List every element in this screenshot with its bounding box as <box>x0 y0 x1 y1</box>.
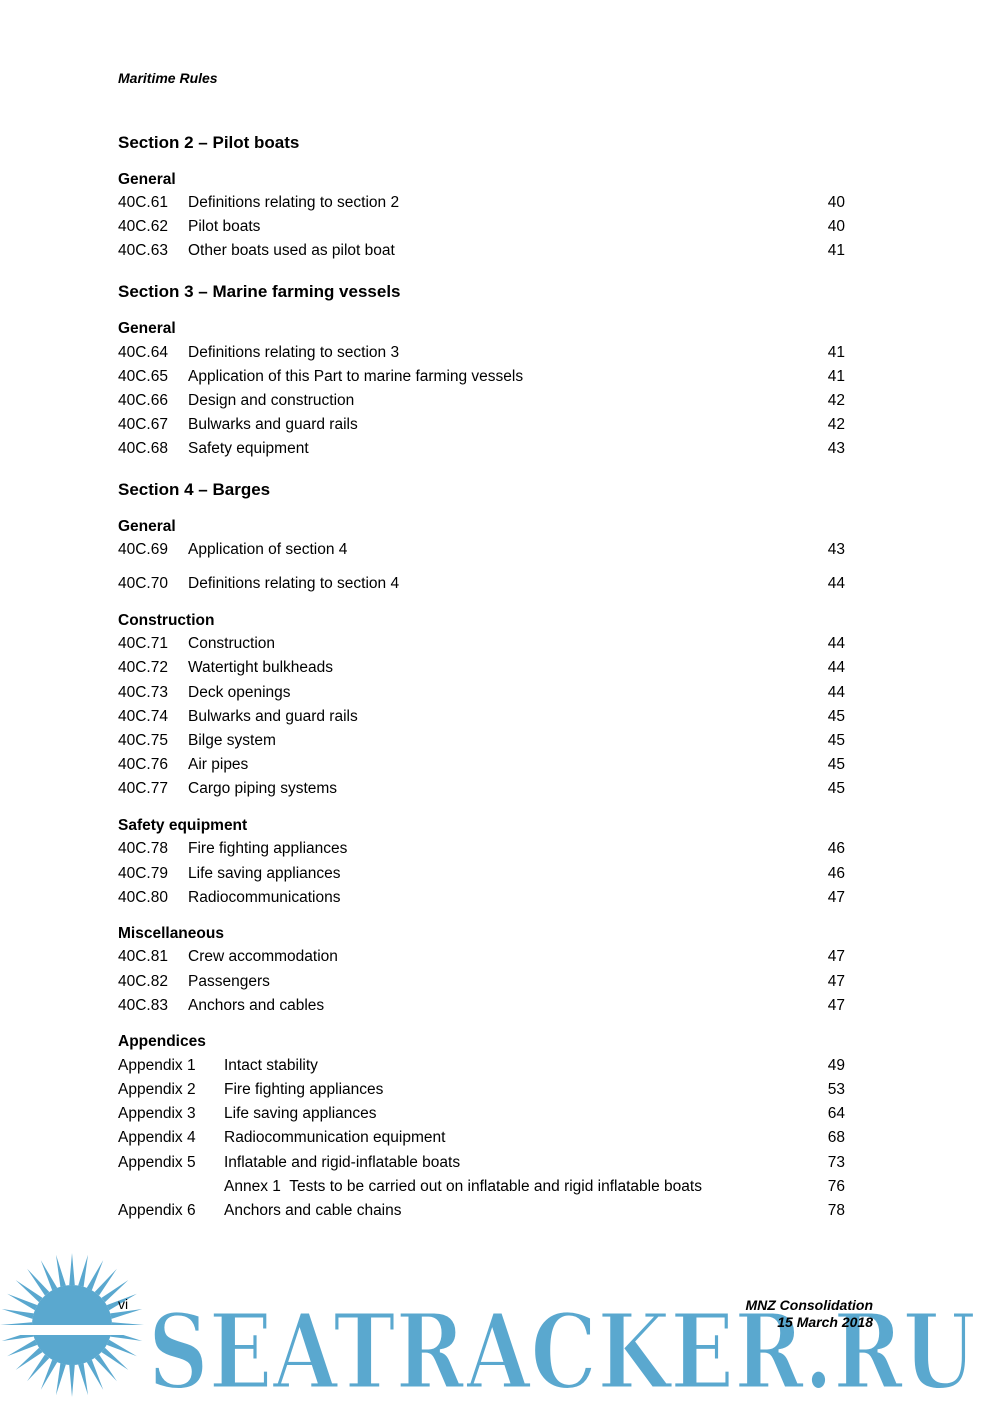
toc-entry-number: 40C.80 <box>118 889 168 906</box>
toc-entry-title: Definitions relating to section 3 <box>188 344 400 361</box>
toc-entry[interactable] <box>118 439 845 459</box>
appendix-entry[interactable] <box>118 1056 845 1076</box>
appendix-page: 64 <box>827 1105 845 1122</box>
toc-entry[interactable] <box>118 634 845 654</box>
sun-ray <box>69 1365 75 1397</box>
appendix-number: Appendix 2 <box>118 1081 196 1098</box>
toc-entry-number: 40C.69 <box>118 541 168 558</box>
appendix-page: 68 <box>827 1129 845 1146</box>
consolidation-date: 15 March 2018 <box>777 1314 873 1330</box>
toc-entry[interactable] <box>118 540 845 560</box>
appendix-number: Appendix 1 <box>118 1057 196 1074</box>
sun-ray <box>78 1255 88 1287</box>
toc-entry-number: 40C.76 <box>118 756 168 773</box>
section-2-heading: Section 2 – Pilot boats <box>118 133 300 152</box>
toc-entry-number: 40C.79 <box>118 865 168 882</box>
toc-entry[interactable] <box>118 391 845 411</box>
toc-entry[interactable] <box>118 367 845 387</box>
toc-entry-title: Definitions relating to section 2 <box>188 194 400 211</box>
toc-entry-number: 40C.64 <box>118 344 168 361</box>
toc-entry-title: Application of this Part to marine farming vessels <box>188 368 524 385</box>
appendix-title: Anchors and cable chains <box>224 1202 402 1219</box>
toc-entry[interactable] <box>118 193 845 213</box>
toc-entry-title: Passengers <box>188 973 270 990</box>
toc-entry-page: 45 <box>827 708 845 725</box>
appendix-entry[interactable] <box>118 1080 845 1100</box>
sun-ray <box>56 1363 66 1395</box>
sun-ray <box>2 1309 34 1319</box>
toc-entry[interactable] <box>118 996 845 1016</box>
toc-entry[interactable] <box>118 779 845 799</box>
toc-entry-number: 40C.68 <box>118 440 168 457</box>
toc-entry-page: 45 <box>827 780 845 797</box>
toc-entry[interactable] <box>118 864 845 884</box>
toc-entry-page: 40 <box>827 218 845 235</box>
toc-entry[interactable] <box>118 415 845 435</box>
toc-entry-page: 45 <box>827 756 845 773</box>
appendix-title: Intact stability <box>224 1057 318 1074</box>
sun-ray <box>69 1253 75 1285</box>
toc-entry-number: 40C.77 <box>118 780 168 797</box>
sun-ray <box>56 1255 66 1287</box>
toc-entry-number: 40C.75 <box>118 732 168 749</box>
running-title: Maritime Rules <box>118 70 218 86</box>
toc-entry-number: 40C.61 <box>118 194 168 211</box>
toc-entry-title: Design and construction <box>188 392 355 409</box>
toc-entry[interactable] <box>118 241 845 261</box>
toc-entry[interactable] <box>118 343 845 363</box>
section-3-heading: Section 3 – Marine farming vessels <box>118 282 401 301</box>
appendix-page: 49 <box>827 1057 845 1074</box>
appendix-number: Appendix 5 <box>118 1154 196 1171</box>
toc-entry-number: 40C.78 <box>118 840 168 857</box>
toc-entry-page: 46 <box>827 840 845 857</box>
toc-entry-title: Safety equipment <box>188 440 309 457</box>
toc-entry-number: 40C.62 <box>118 218 168 235</box>
toc-entry-page: 44 <box>827 575 845 592</box>
toc-entry[interactable] <box>118 839 845 859</box>
toc-entry-page: 45 <box>827 732 845 749</box>
toc-entry-page: 44 <box>827 684 845 701</box>
toc-entry-title: Bulwarks and guard rails <box>188 708 358 725</box>
appendix-number: Appendix 6 <box>118 1202 196 1219</box>
toc-entry-page: 43 <box>827 541 845 558</box>
toc-entry-title: Bilge system <box>188 732 276 749</box>
toc-entry[interactable] <box>118 707 845 727</box>
toc-entry-page: 46 <box>827 865 845 882</box>
toc-entry-title: Definitions relating to section 4 <box>188 575 400 592</box>
appendix-entry[interactable] <box>118 1201 845 1221</box>
toc-entry[interactable] <box>118 658 845 678</box>
sun-ray <box>78 1363 88 1395</box>
toc-entry-page: 47 <box>827 948 845 965</box>
toc-entry-title: Life saving appliances <box>188 865 341 882</box>
toc-entry-title: Application of section 4 <box>188 541 348 558</box>
toc-entry[interactable] <box>118 731 845 751</box>
toc-entry[interactable] <box>118 947 845 967</box>
toc-entry-number: 40C.72 <box>118 659 168 676</box>
appendix-entry[interactable] <box>118 1104 845 1124</box>
toc-entry-page: 40 <box>827 194 845 211</box>
toc-entry-number: 40C.82 <box>118 973 168 990</box>
toc-entry-title: Fire fighting appliances <box>188 840 348 857</box>
annex-page: 76 <box>827 1178 845 1195</box>
toc-entry[interactable] <box>118 888 845 908</box>
toc-entry-title: Radiocommunications <box>188 889 341 906</box>
appendix-entry[interactable] <box>118 1153 845 1173</box>
toc-entry-page: 47 <box>827 973 845 990</box>
toc-entry-number: 40C.67 <box>118 416 168 433</box>
toc-entry-page: 44 <box>827 635 845 652</box>
toc-entry-number: 40C.66 <box>118 392 168 409</box>
toc-entry-title: Deck openings <box>188 684 291 701</box>
watermark-text: SEATRACKER.RU <box>148 1290 976 1403</box>
footer-info <box>745 1297 873 1331</box>
appendix-title: Inflatable and rigid-inflatable boats <box>224 1154 461 1171</box>
group-heading: General <box>118 320 176 337</box>
toc-entry-page: 43 <box>827 440 845 457</box>
toc-entry[interactable] <box>118 217 845 237</box>
appendix-page: 78 <box>827 1202 845 1219</box>
toc-entry[interactable] <box>118 972 845 992</box>
toc-entry-page: 41 <box>827 344 845 361</box>
toc-entry-number: 40C.73 <box>118 684 168 701</box>
toc-entry-title: Crew accommodation <box>188 948 338 965</box>
toc-entry-page: 42 <box>827 392 845 409</box>
page-number: vi <box>118 1296 129 1312</box>
toc-entry-title: Cargo piping systems <box>188 780 338 797</box>
annex-entry[interactable] <box>118 1177 845 1197</box>
toc-entry[interactable] <box>118 574 845 594</box>
appendix-entry[interactable] <box>118 1128 845 1148</box>
toc-entry-title: Air pipes <box>188 756 249 773</box>
annex-title: Annex 1 Tests to be carried out on inflatable and rigid inflatable boats <box>224 1178 702 1195</box>
toc-entry-number: 40C.81 <box>118 948 168 965</box>
toc-entry-page: 41 <box>827 242 845 259</box>
toc-entry-number: 40C.71 <box>118 635 168 652</box>
appendix-page: 73 <box>827 1154 845 1171</box>
toc-entry-number: 40C.83 <box>118 997 168 1014</box>
group-heading: General <box>118 518 176 535</box>
group-heading: Miscellaneous <box>118 925 224 942</box>
toc-entry-page: 41 <box>827 368 845 385</box>
toc-entry-number: 40C.65 <box>118 368 168 385</box>
consolidation-label: MNZ Consolidation <box>745 1297 873 1313</box>
toc-entry-page: 44 <box>827 659 845 676</box>
group-heading: General <box>118 171 176 188</box>
toc-entry-title: Anchors and cables <box>188 997 325 1014</box>
toc-entry[interactable] <box>118 683 845 703</box>
appendix-title: Radiocommunication equipment <box>224 1129 446 1146</box>
toc-entry-number: 40C.63 <box>118 242 168 259</box>
toc-entry-page: 47 <box>827 889 845 906</box>
toc-entry-title: Watertight bulkheads <box>188 659 334 676</box>
section-4-heading: Section 4 – Barges <box>118 480 271 499</box>
group-heading: Construction <box>118 612 215 629</box>
appendices-heading: Appendices <box>118 1033 206 1050</box>
toc-entry-title: Construction <box>188 635 276 652</box>
group-heading: Safety equipment <box>118 817 248 834</box>
appendix-title: Life saving appliances <box>224 1105 377 1122</box>
appendix-number: Appendix 3 <box>118 1105 196 1122</box>
toc-entry-title: Bulwarks and guard rails <box>188 416 358 433</box>
toc-entry-number: 40C.74 <box>118 708 168 725</box>
toc-entry-page: 42 <box>827 416 845 433</box>
appendix-title: Fire fighting appliances <box>224 1081 384 1098</box>
toc-entry-page: 47 <box>827 997 845 1014</box>
appendix-number: Appendix 4 <box>118 1129 196 1146</box>
toc-entry-title: Other boats used as pilot boat <box>188 242 395 259</box>
toc-entry-number: 40C.70 <box>118 575 168 592</box>
toc-entry[interactable] <box>118 755 845 775</box>
toc-entry-title: Pilot boats <box>188 218 261 235</box>
appendix-page: 53 <box>827 1081 845 1098</box>
